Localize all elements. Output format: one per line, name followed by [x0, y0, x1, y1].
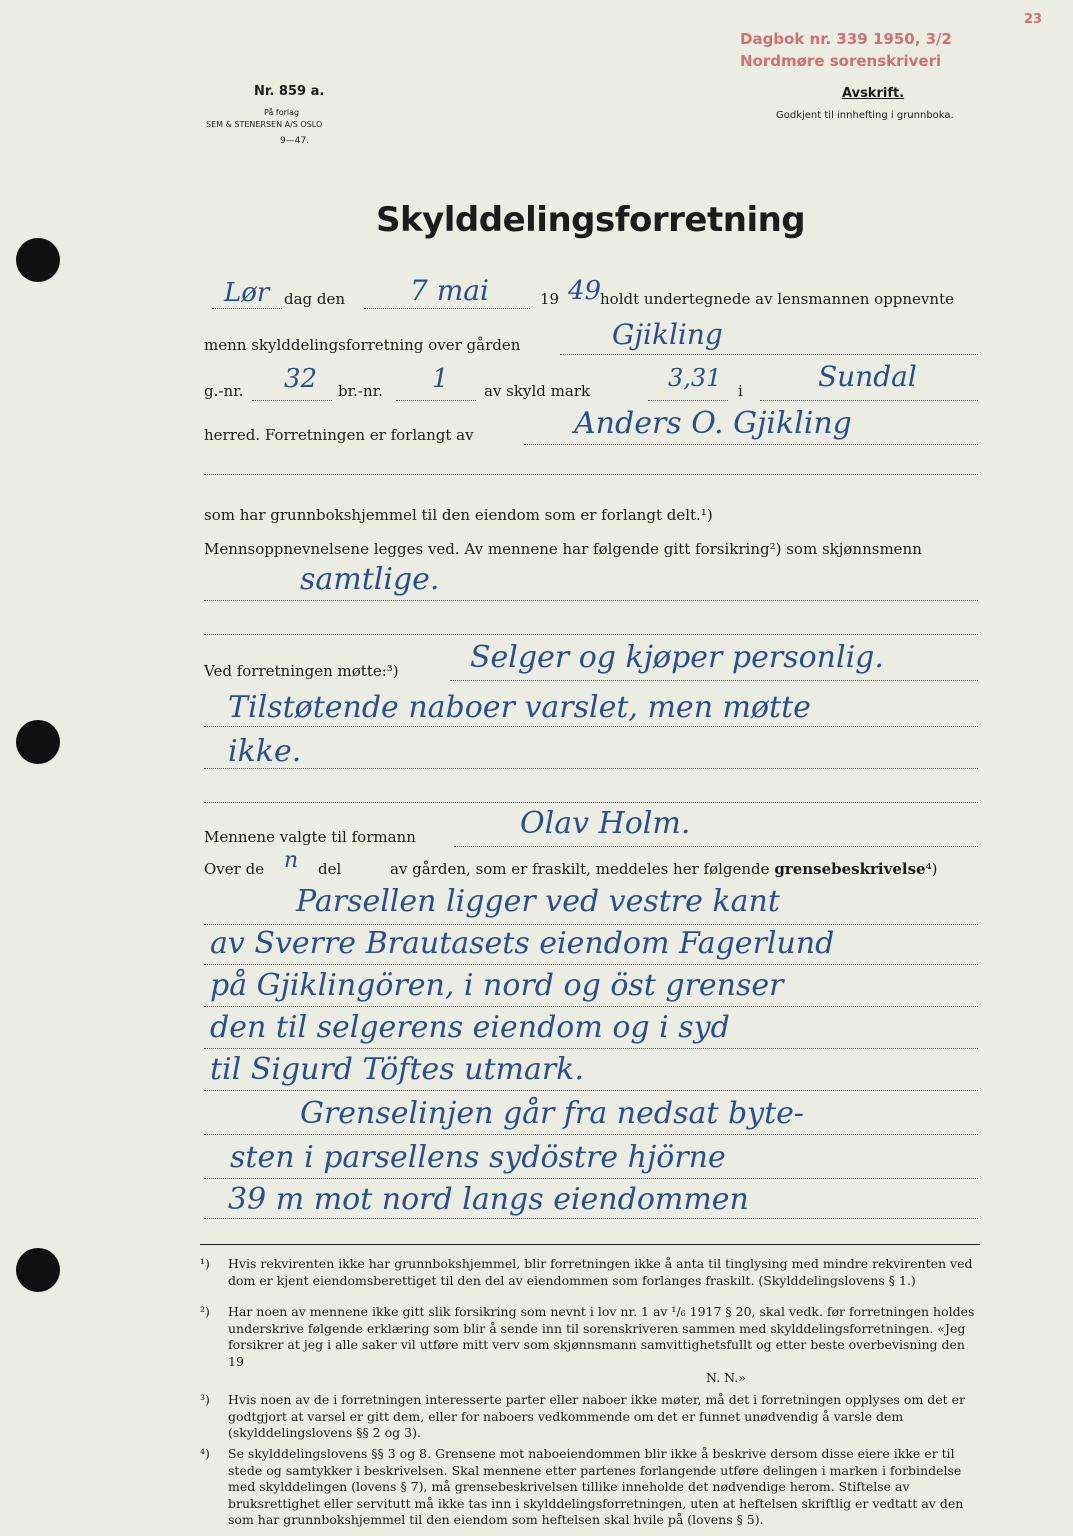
description-line-6: Grenselinjen går fra nedsat byte-	[300, 1096, 805, 1131]
chair-underline	[454, 846, 978, 847]
footnote-2-signature: N. N.»	[706, 1370, 746, 1385]
punch-hole-middle	[16, 720, 60, 764]
gnr-handwritten: 32	[284, 364, 318, 394]
avskrift-subtitle: Godkjent til innhefting i grunnboka.	[776, 110, 954, 121]
bnr-underline	[396, 400, 476, 401]
footnote-4-text: Se skylddelingslovens §§ 3 og 8. Grensene mot naboeiendommen blir ikke å beskrive dersom disse eiere ikke er til stede og samtykker i beskrivelsen. Skal mennene etter partenes forlangende utføre delingen i marken i forbindelse med skylddelingen (lovens § 7), må grensebeskrivelsen tillike inneholde det nødvendige herom. Stiftelse av bruksrettighet eller servitutt må ikke tas inn i skylddelingsforretningen, uten at heftelsen skriftlig er vedtatt av den som har grunnbokshjemmel til den eiendom som heftelsen skal hvile på (lovens § 5).	[228, 1446, 964, 1527]
present-underline-1	[450, 680, 978, 681]
present-handwritten-2: Tilstøtende naboer varslet, men møtte	[228, 690, 811, 725]
blank-line-3	[204, 802, 978, 803]
description-underline-5	[204, 1090, 978, 1091]
skyld-underline	[648, 400, 728, 401]
farm-handwritten: Gjikling	[612, 318, 723, 351]
year-handwritten: 49	[568, 276, 602, 306]
present-handwritten-1: Selger og kjøper personlig.	[470, 640, 884, 675]
bnr-label: br.-nr.	[338, 382, 383, 400]
description-line-1: Parsellen ligger ved vestre kant	[296, 884, 780, 919]
day-suffix-label: dag den	[284, 290, 346, 308]
chair-handwritten: Olav Holm.	[520, 806, 691, 841]
footnote-3-text: Hvis noen av de i forretningen interesserte parter eller naboer ikke møter, må det i forretningen opplyses om det er godtgjort at varsel er gitt dem, eller for naboers vedkommende om det er funnet unødvendig å varsle dem (skylddelingslovens §§ 2 og 3).	[228, 1392, 966, 1440]
year-prefix-label: 19	[540, 290, 560, 308]
sworn-underline	[204, 600, 978, 601]
date-handwritten: 7 mai	[410, 274, 489, 307]
boundary-sup: ⁴)	[925, 860, 938, 878]
description-underline-3	[204, 1006, 978, 1007]
description-line-3: på Gjiklingören, i nord og öst grenser	[210, 968, 784, 1003]
parcel-text-main: av gården, som er fraskilt, meddeles her følgende	[390, 860, 770, 878]
boundary-bold: grensebeskrivelse	[774, 860, 926, 878]
farm-underline	[560, 354, 978, 355]
footnote-separator	[200, 1244, 980, 1245]
description-underline-4	[204, 1048, 978, 1049]
after-year-text: holdt undertegnede av lensmannen oppnevnte	[600, 290, 954, 308]
punch-hole-top	[16, 238, 60, 282]
description-underline-7	[204, 1178, 978, 1179]
registry-stamp-line1: Dagbok nr. 339 1950, 3/2	[740, 30, 952, 48]
footnote-2-number: ²)	[200, 1304, 210, 1319]
gnr-underline	[252, 400, 332, 401]
requester-handwritten: Anders O. Gjikling	[574, 406, 852, 441]
appointment-text: Mennsoppnevnelsene legges ved. Av mennene har følgende gitt forsikring²) som skjønnsmenn	[204, 540, 922, 558]
over-handwritten: n	[284, 848, 299, 873]
blank-line-1	[204, 474, 978, 475]
description-line-2: av Sverre Brautasets eiendom Fagerlund	[210, 926, 835, 961]
herred-label: herred. Forretningen er forlangt av	[204, 426, 474, 444]
publisher-line2: SEM & STENERSEN A/S OSLO	[206, 120, 323, 129]
present-handwritten-3: ikke.	[228, 734, 302, 769]
publisher-line3: 9—47.	[280, 136, 310, 146]
chair-label: Mennene valgte til formann	[204, 828, 416, 846]
footnote-4-number: ⁴)	[200, 1446, 210, 1461]
sworn-handwritten: samtlige.	[300, 562, 440, 597]
description-underline-2	[204, 964, 978, 965]
description-line-8: 39 m mot nord langs eiendommen	[228, 1182, 749, 1217]
form-number: Nr. 859 a.	[254, 84, 325, 99]
skyld-handwritten: 3,31	[668, 364, 722, 392]
description-line-7: sten i parsellens sydöstre hjörne	[230, 1140, 726, 1175]
bnr-handwritten: 1	[432, 364, 449, 394]
description-underline-6	[204, 1134, 978, 1135]
footnote-1-text: Hvis rekvirenten ikke har grunnbokshjemmel, blir forretningen ikke å anta til tinglysing med mindre rekvirenten ved dom er kjent eiendomsberettiget til den del av eiendommen som forlanges fraskilt. (Skylddelingslovens § 1.)	[228, 1256, 973, 1288]
footnote-2-text: Har noen av mennene ikke gitt slik forsikring som nevnt i lov nr. 1 av ¹/₆ 1917 § 20, skal vedk. før forretningen holdes underskrive følgende erklæring som blir å sende inn til sorenskriveren sammen med skylddelingsforretningen. «Jeg forsikrer at jeg i alle saker vil utføre mitt verv som skjønnsmann samvittighetsfullt og etter beste overbevisning den 19	[228, 1304, 975, 1369]
description-line-4: den til selgerens eiendom og i syd	[210, 1010, 730, 1045]
gnr-label: g.-nr.	[204, 382, 244, 400]
date-underline	[364, 308, 530, 309]
del-label: del	[318, 860, 342, 878]
requester-underline	[524, 444, 978, 445]
parcel-text	[390, 860, 937, 878]
publisher-line1: På forlag	[264, 108, 300, 117]
day-handwritten: Lør	[224, 278, 270, 308]
registry-stamp-line2: Nordmøre sorenskriveri	[740, 52, 942, 70]
footnote-3-number: ³)	[200, 1392, 210, 1407]
municipality-handwritten: Sundal	[818, 360, 917, 393]
present-underline-2	[204, 726, 978, 727]
municipality-underline	[760, 400, 978, 401]
present-underline-3	[204, 768, 978, 769]
description-underline-1	[204, 924, 978, 925]
owner-text: som har grunnbokshjemmel til den eiendom som er forlangt delt.¹)	[204, 506, 713, 524]
blank-line-2	[204, 634, 978, 635]
description-underline-8	[204, 1218, 978, 1219]
footnote-1-number: ¹)	[200, 1256, 210, 1271]
present-label: Ved forretningen møtte:³)	[204, 662, 399, 680]
page-title: Skylddelingsforretning	[376, 200, 806, 240]
avskrift-title: Avskrift.	[842, 86, 905, 101]
punch-hole-bottom	[16, 1248, 60, 1292]
registry-stamp-corner: 23	[1024, 12, 1043, 27]
i-label: i	[738, 382, 743, 400]
line2-label: menn skylddelingsforretning over gården	[204, 336, 521, 354]
over-label: Over de	[204, 860, 265, 878]
skyld-label: av skyld mark	[484, 382, 591, 400]
day-underline	[212, 308, 282, 309]
description-line-5: til Sigurd Töftes utmark.	[210, 1052, 584, 1087]
